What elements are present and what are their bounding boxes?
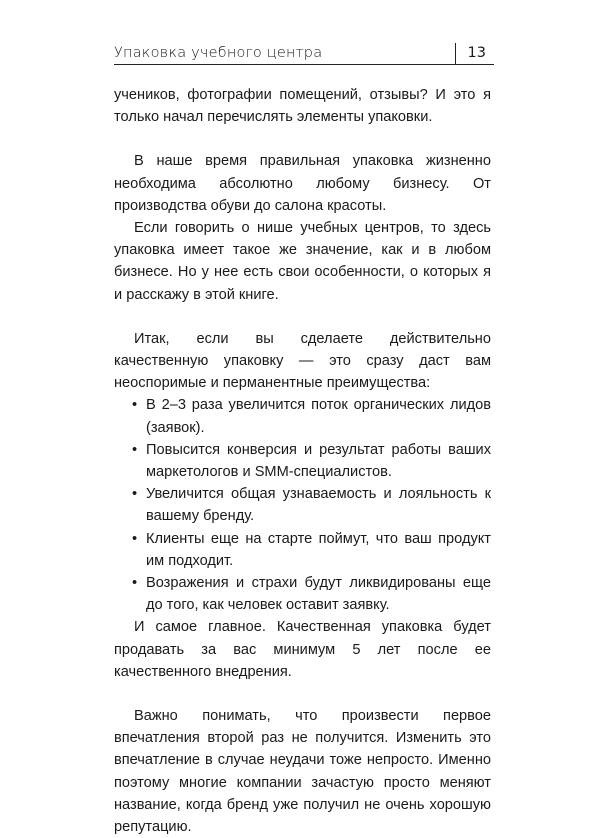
list-item: • Повысится конверсия и результат работы ваших маркетологов и SMM-специалистов. (114, 439, 491, 483)
list-item: • Возражения и страхи будут ликвидированы еще до того, как человек оставит заявку. (114, 572, 491, 616)
page-number: 13 (467, 45, 486, 61)
running-header (114, 43, 494, 67)
list-item: • В 2–3 раза увеличится поток органических лидов (заявок). (114, 394, 491, 438)
list-item: • Клиенты еще на старте поймут, что ваш продукт им подходит. (114, 528, 491, 572)
bullet-icon: • (132, 441, 138, 458)
bullet-icon: • (132, 575, 138, 592)
paragraph-2: В наше время правильная упаковка жизненно необходима абсолютно любому бизнесу. От производства обуви до салона красоты. (114, 153, 491, 214)
advantages-list (114, 394, 491, 616)
paragraph-1: учеников, фотографии помещений, отзывы? И это я только начал перечислять элементы упаковки. (114, 87, 491, 126)
paragraph-4: Итак, если вы сделаете действительно качественную упаковку — это сразу даст вам неоспоримые и перманентные преимущества: (114, 330, 491, 392)
paragraph-5: И самое главное. Качественная упаковка будет продавать за вас минимум 5 лет после ее качественного внедрения. (114, 619, 491, 680)
bullet-icon: • (132, 530, 138, 547)
header-page-divider (455, 43, 456, 65)
header-rule (114, 64, 494, 65)
paragraph-6: Важно понимать, что произвести первое впечатления второй раз не получится. Изменить это впечатление в случае неудачи тоже непросто. Именно поэтому многие компании зачастую просто меняют название, когда бренд уже получил не очень хорошую репутацию. (114, 708, 491, 836)
header-title: Упаковка учебного центра (114, 45, 323, 61)
page-body (114, 84, 491, 838)
bullet-icon: • (132, 486, 138, 503)
paragraph-3: Если говорить о нише учебных центров, то здесь упаковка имеет такое же значение, как и в любом бизнесе. Но у нее есть свои особенности, о которых я и расскажу в этой книге. (114, 220, 491, 303)
list-item: • Увеличится общая узнаваемость и лояльность к вашему бренду. (114, 483, 491, 527)
bullet-icon: • (132, 397, 138, 414)
